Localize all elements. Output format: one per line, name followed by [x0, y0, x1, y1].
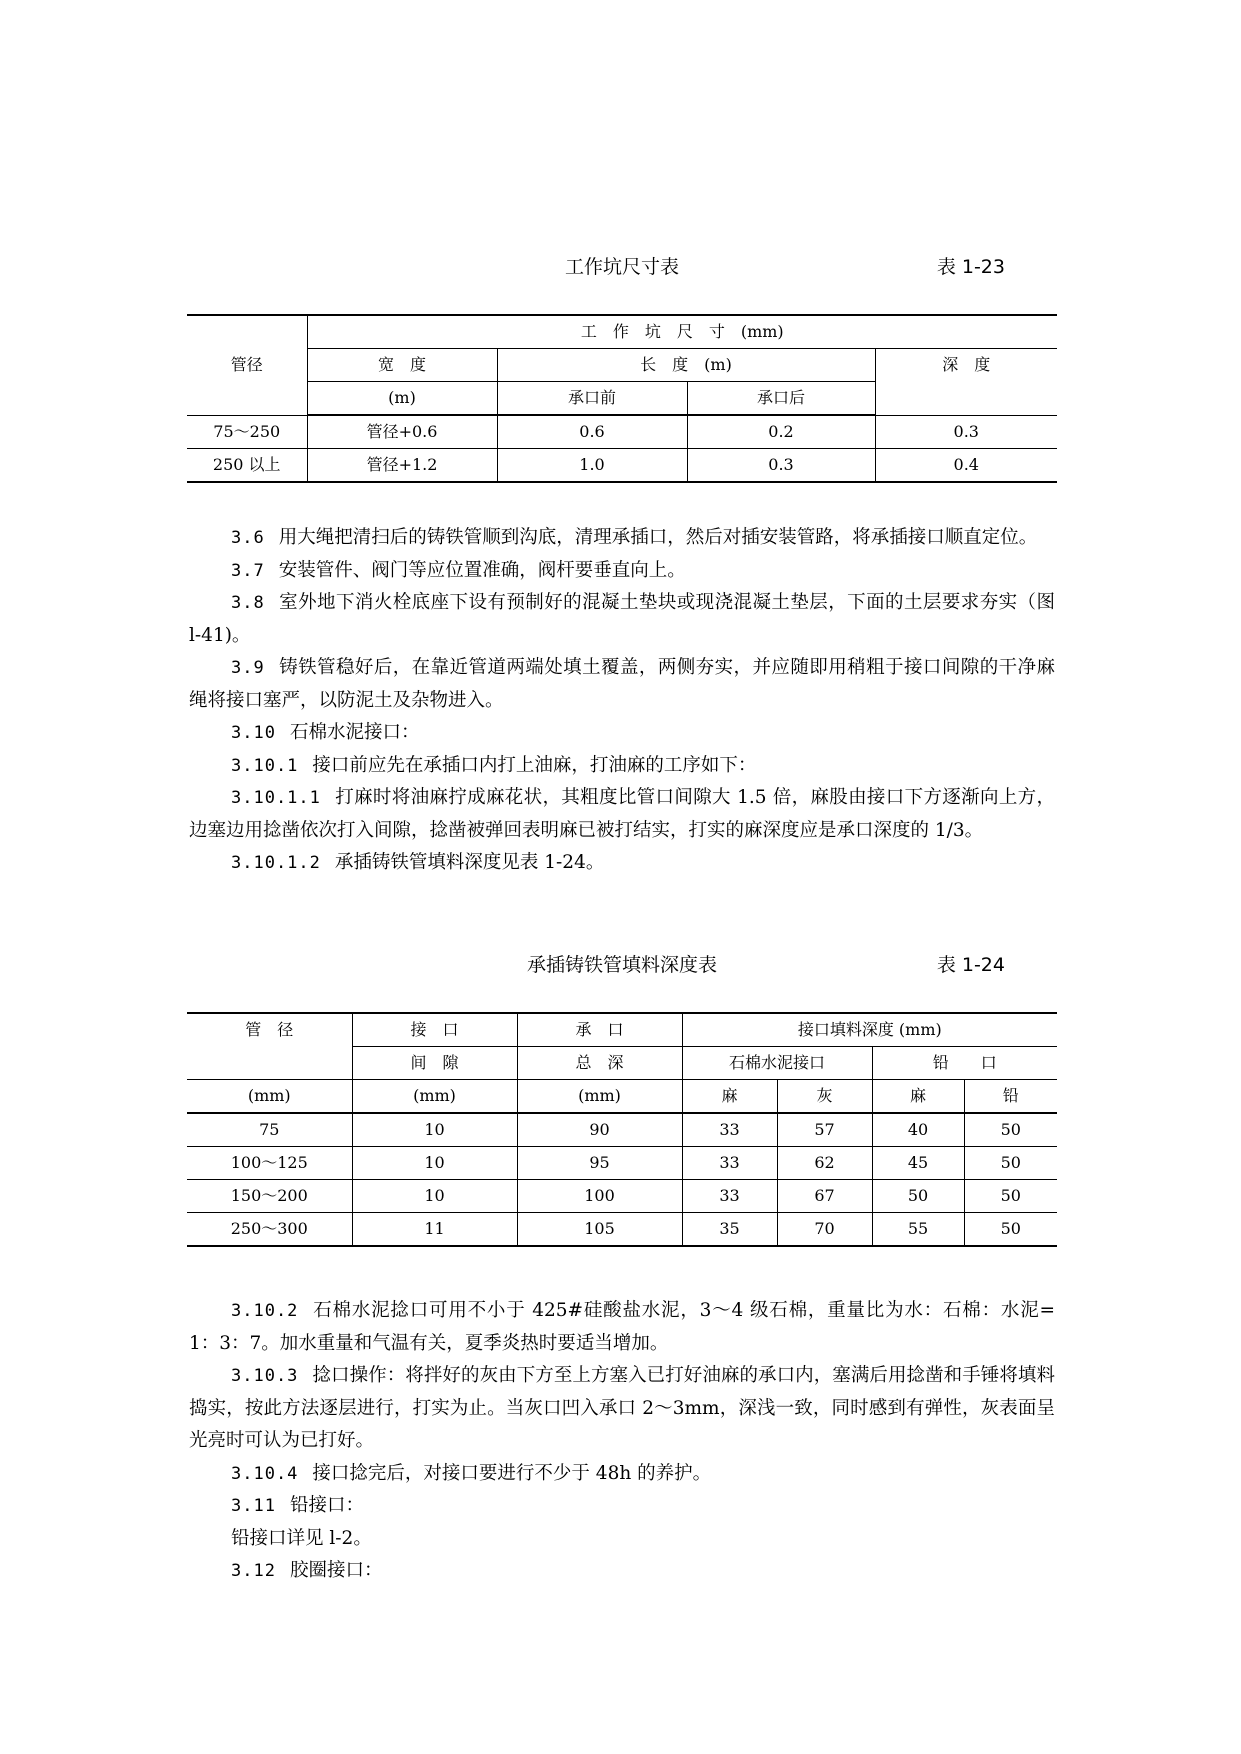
table-cell: 100 — [517, 1180, 682, 1213]
table-cell: 33 — [682, 1113, 777, 1147]
table1-header-width: 宽 度 — [307, 349, 497, 382]
table-row — [187, 1180, 1057, 1213]
table2-number: 表 1-24 — [936, 954, 1005, 976]
table-cell: 0.2 — [687, 415, 875, 449]
table-cell: 62 — [777, 1147, 872, 1180]
clause-number: 3.10 — [231, 723, 276, 743]
clause-number: 3.9 — [231, 658, 265, 678]
table-cell: 105 — [517, 1213, 682, 1247]
table-cell: 0.3 — [687, 449, 875, 483]
table2-header-pipe: 管 径 — [187, 1013, 352, 1080]
table-cell: 75 — [187, 1113, 352, 1147]
table1-header-length: 长 度 (m) — [497, 349, 875, 382]
table-cell: 管径+0.6 — [307, 415, 497, 449]
table1-number: 表 1-23 — [936, 256, 1005, 278]
paragraph-text: 铸铁管稳好后，在靠近管道两端处填土覆盖，两侧夯实，并应随即用稍粗于接口间隙的干净麻绳将接口塞严，以防泥土及杂物进入。 — [189, 657, 1055, 711]
table-cell: 33 — [682, 1180, 777, 1213]
table-cell: 33 — [682, 1147, 777, 1180]
paragraph — [189, 652, 1055, 717]
table2-header-hemp: 麻 — [682, 1080, 777, 1114]
table-cell: 50 — [964, 1113, 1057, 1147]
clause-number: 3.10.4 — [231, 1463, 299, 1484]
paragraph — [189, 1523, 1055, 1556]
table1 — [187, 314, 1057, 483]
paragraph — [189, 1458, 1055, 1491]
paragraph — [189, 1490, 1055, 1523]
table1-header-back: 承口后 — [687, 382, 875, 416]
paragraph — [189, 1360, 1055, 1458]
clause-number: 3.10.3 — [231, 1366, 299, 1386]
table2-header-gap-unit: (mm) — [352, 1080, 517, 1114]
paragraph-text: 打麻时将油麻拧成麻花状，其粗度比管口间隙大 1.5 倍，麻股由接口下方逐渐向上方，边塞边用捻凿依次打入间隙，捻凿被弹回表明麻已被打结实，打实的麻深度应是承口深度的 1/3。 — [189, 787, 1055, 841]
table2-header-ash: 灰 — [777, 1080, 872, 1114]
paragraph-text: 石棉水泥接口： — [289, 722, 420, 743]
table1-header-pit: 工 作 坑 尺 寸 (mm) — [307, 315, 1057, 349]
table-row — [187, 449, 1057, 483]
table-cell: 57 — [777, 1113, 872, 1147]
paragraph — [189, 587, 1055, 652]
table-row — [187, 1147, 1057, 1180]
table2-header-socket-unit: (mm) — [517, 1080, 682, 1114]
table-cell: 45 — [872, 1147, 964, 1180]
paragraph — [189, 782, 1055, 847]
table1-header-width-unit: (m) — [307, 382, 497, 416]
table-cell: 75～250 — [187, 415, 307, 449]
table2-header-gap: 接 口 — [352, 1013, 517, 1047]
paragraph-text: 铅接口： — [289, 1495, 364, 1516]
table-row — [187, 1213, 1057, 1247]
table2-header-row — [187, 1013, 1057, 1047]
table-cell: 50 — [964, 1180, 1057, 1213]
table1-header-row — [187, 349, 1057, 382]
table1-header-row — [187, 315, 1057, 349]
table-cell: 150～200 — [187, 1180, 352, 1213]
table-cell: 0.6 — [497, 415, 687, 449]
table-cell: 10 — [352, 1180, 517, 1213]
table-cell: 50 — [964, 1147, 1057, 1180]
table-cell: 0.4 — [875, 449, 1057, 483]
table-cell: 50 — [872, 1180, 964, 1213]
paragraph — [189, 1295, 1055, 1360]
body-section-1 — [189, 522, 1055, 880]
table-cell: 0.3 — [875, 415, 1057, 449]
clause-number: 3.6 — [231, 528, 265, 548]
paragraph-text: 捻口操作：将拌好的灰由下方至上方塞入已打好油麻的承口内，塞满后用捻凿和手锤将填料捣实，按此方法逐层进行，打实为止。当灰口凹入承口 2～3mm，深浅一致，同时感到有弹性，灰表面呈光亮时可认为已打好。 — [189, 1365, 1055, 1451]
table-cell: 10 — [352, 1147, 517, 1180]
paragraph-text: 铅接口详见 l-2。 — [231, 1527, 372, 1549]
clause-number: 3.10.2 — [231, 1301, 299, 1321]
paragraph-text: 接口捻完后，对接口要进行不少于 48h 的养护。 — [312, 1462, 712, 1484]
table1-caption — [187, 250, 1057, 280]
table-cell: 250～300 — [187, 1213, 352, 1247]
paragraph — [189, 717, 1055, 750]
table-cell: 67 — [777, 1180, 872, 1213]
table-cell: 管径+1.2 — [307, 449, 497, 483]
table-cell: 50 — [964, 1213, 1057, 1247]
table-cell: 1.0 — [497, 449, 687, 483]
clause-number: 3.10.1 — [231, 755, 299, 776]
clause-number: 3.10.1.2 — [231, 853, 321, 873]
paragraph-text: 用大绳把清扫后的铸铁管顺到沟底，清理承插口，然后对插安装管路，将承插接口顺直定位。 — [278, 527, 1038, 548]
table1-title: 工作坑尺寸表 — [564, 256, 679, 278]
clause-number: 3.11 — [231, 1496, 276, 1516]
table2-header-socket: 承 口 — [517, 1013, 682, 1047]
table2-title: 承插铸铁管填料深度表 — [526, 954, 717, 976]
table2-header-socket-b: 总 深 — [517, 1047, 682, 1080]
table2-header-fill: 接口填料深度 (mm) — [682, 1013, 1057, 1047]
paragraph-text: 承插铸铁管填料深度见表 1-24。 — [334, 852, 605, 873]
paragraph-text: 室外地下消火栓底座下设有预制好的混凝土垫块或现浇混凝土垫层，下面的土层要求夯实（图 l-41)。 — [189, 592, 1055, 646]
table-cell: 40 — [872, 1113, 964, 1147]
paragraph — [189, 1555, 1055, 1588]
table2 — [187, 1012, 1057, 1247]
paragraph-text: 胶圈接口： — [289, 1560, 383, 1581]
table2-header-lead-col: 铅 — [964, 1080, 1057, 1114]
table2-header-row — [187, 1080, 1057, 1114]
table-cell: 55 — [872, 1213, 964, 1247]
table2-header-hemp-lead: 麻 — [872, 1080, 964, 1114]
table2-caption — [187, 948, 1057, 978]
table2-header-gap-b: 间 隙 — [352, 1047, 517, 1080]
clause-number: 3.7 — [231, 560, 265, 581]
table2-header-lead: 铅 口 — [872, 1047, 1057, 1080]
paragraph — [189, 555, 1055, 588]
paragraph — [189, 750, 1055, 783]
table-row — [187, 415, 1057, 449]
table1-header-front: 承口前 — [497, 382, 687, 416]
clause-number: 3.10.1.1 — [231, 788, 321, 808]
table-cell: 10 — [352, 1113, 517, 1147]
paragraph — [189, 522, 1055, 555]
paragraph-text: 接口前应先在承插口内打上油麻，打油麻的工序如下： — [312, 754, 757, 776]
table2-header-asbestos: 石棉水泥接口 — [682, 1047, 872, 1080]
table1-header-depth: 深 度 — [875, 349, 1057, 416]
table-cell: 35 — [682, 1213, 777, 1247]
clause-number: 3.12 — [231, 1561, 276, 1581]
table-cell: 70 — [777, 1213, 872, 1247]
table-row — [187, 1113, 1057, 1147]
paragraph-text: 安装管件、阀门等应位置准确，阀杆要垂直向上。 — [278, 559, 686, 581]
table-cell: 100～125 — [187, 1147, 352, 1180]
paragraph — [189, 847, 1055, 880]
clause-number: 3.8 — [231, 593, 265, 613]
paragraph-text: 石棉水泥捻口可用不小于 425#硅酸盐水泥，3～4 级石棉，重量比为水：石棉：水泥= 1：3：7。加水重量和气温有关，夏季炎热时要适当增加。 — [189, 1300, 1055, 1354]
table-cell: 95 — [517, 1147, 682, 1180]
table2-header-pipe-unit: (mm) — [187, 1080, 352, 1114]
table-cell: 90 — [517, 1113, 682, 1147]
body-section-2 — [189, 1295, 1055, 1588]
table1-header-pipe: 管径 — [187, 315, 307, 415]
table-cell: 250 以上 — [187, 449, 307, 483]
table-cell: 11 — [352, 1213, 517, 1247]
